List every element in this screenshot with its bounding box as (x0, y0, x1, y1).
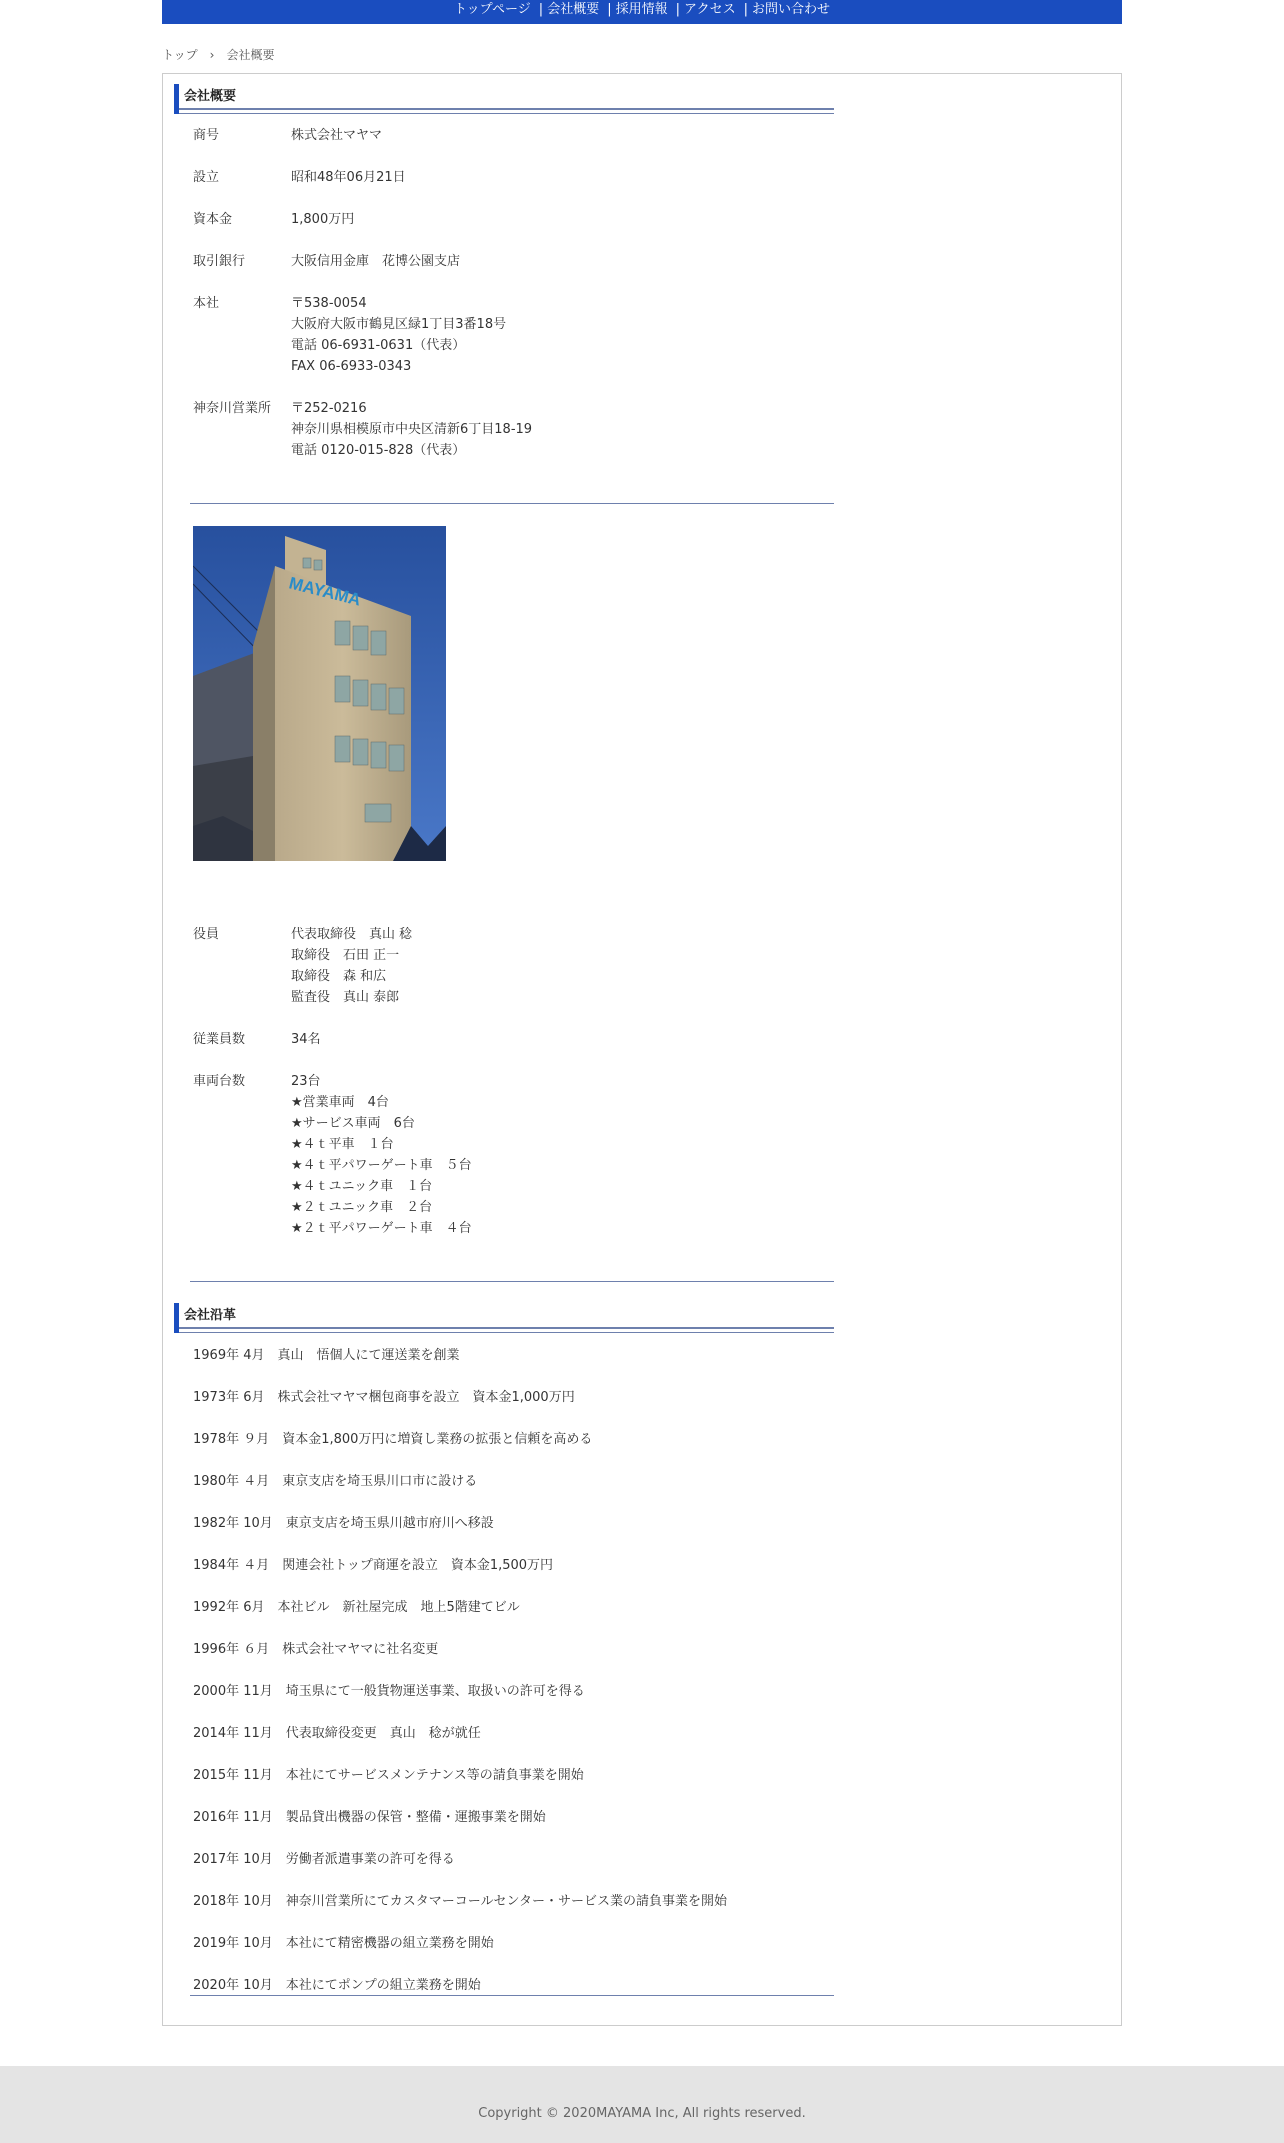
history-item: 1980年 ４月 東京支店を埼玉県川口市に設ける (193, 1474, 478, 1489)
info-label: 神奈川営業所 (193, 401, 272, 416)
nav-separator: | (675, 2, 680, 17)
history-item: 1982年 10月 東京支店を埼玉県川越市府川へ移設 (193, 1516, 494, 1531)
info-label: 取引銀行 (193, 254, 246, 269)
history-item: 2016年 11月 製品貸出機器の保管・整備・運搬事業を開始 (193, 1810, 546, 1825)
info-value-line: 電話 06-6931-0631（代表） (291, 338, 466, 353)
info-value (291, 1071, 833, 1239)
nav-separator: | (607, 2, 612, 17)
history-item: 1996年 ６月 株式会社マヤマに社名変更 (193, 1642, 439, 1657)
info-value-line: ★４ｔ平車 １台 (291, 1137, 394, 1152)
info-label: 資本金 (193, 212, 233, 227)
info-value-line: 1,800万円 (291, 212, 355, 227)
info-value (291, 251, 833, 272)
history-item: 1984年 ４月 関連会社トップ商運を設立 資本金1,500万円 (193, 1558, 554, 1573)
info-row (193, 125, 833, 146)
breadcrumb-current: 会社概要 (226, 48, 275, 62)
info-value-line: ★２ｔユニック車 ２台 (291, 1200, 433, 1215)
info-value-line: 取締役 森 和広 (291, 969, 387, 984)
info-value-line: 神奈川県相模原市中央区清新6丁目18-19 (291, 422, 533, 437)
breadcrumb-home-link[interactable]: トップ (162, 48, 198, 62)
nav-link-contact[interactable]: お問い合わせ (752, 2, 831, 17)
info-value (291, 924, 833, 1008)
nav-separator: | (743, 2, 749, 17)
info-value-line: 代表取締役 真山 稔 (291, 927, 413, 942)
history-item: 1969年 4月 真山 悟個人にて運送業を創業 (193, 1348, 460, 1363)
overview-table-2 (193, 924, 833, 1260)
footer (0, 2066, 1284, 2143)
info-value (291, 293, 833, 377)
info-value (291, 209, 833, 230)
info-value-line: 大阪府大阪市鶴見区緑1丁目3番18号 (291, 317, 507, 332)
info-label: 商号 (193, 128, 220, 143)
info-value-line: ★営業車両 4台 (291, 1095, 389, 1110)
info-row (193, 1029, 833, 1050)
info-value-line: 取締役 石田 正一 (291, 948, 400, 963)
info-value (291, 1029, 833, 1050)
nav-link-company[interactable]: 会社概要 (547, 2, 600, 17)
history-item: 2015年 11月 本社にてサービスメンテナンス等の請負事業を開始 (193, 1768, 584, 1783)
info-label: 役員 (193, 927, 220, 942)
info-value-line: 大阪信用金庫 花博公園支店 (291, 254, 461, 269)
info-value-line: 電話 0120-015-828（代表） (291, 443, 466, 458)
info-value-line: 〒538-0054 (291, 296, 367, 311)
history-item: 2018年 10月 神奈川営業所にてカスタマーコールセンター・サービス業の請負事業を開始 (193, 1894, 727, 1909)
info-row (193, 167, 833, 188)
info-value (291, 398, 833, 461)
info-label: 設立 (193, 170, 220, 185)
history-item: 2014年 11月 代表取締役変更 真山 稔が就任 (193, 1726, 481, 1741)
main-content (162, 73, 1122, 2026)
info-row (193, 293, 833, 377)
history-item: 2019年 10月 本社にて精密機器の組立業務を開始 (193, 1936, 494, 1951)
info-row (193, 398, 833, 461)
section-title-overview: 会社概要 (174, 84, 834, 114)
info-value (291, 125, 833, 146)
history-item: 1973年 6月 株式会社マヤマ梱包商事を設立 資本金1,000万円 (193, 1390, 575, 1405)
info-label: 従業員数 (193, 1032, 246, 1047)
history-item: 2017年 10月 労働者派遣事業の許可を得る (193, 1852, 455, 1867)
info-value-line: 監査役 真山 泰郎 (291, 990, 400, 1005)
nav-separator: | (538, 2, 544, 17)
info-value-line: 昭和48年06月21日 (291, 170, 406, 185)
info-row (193, 251, 833, 272)
info-value-line: ★２ｔ平パワーゲート車 ４台 (291, 1221, 472, 1236)
info-value-line: 〒252-0216 (291, 401, 367, 416)
history-list (193, 1345, 833, 2017)
info-row (193, 209, 833, 230)
info-value-line: 34名 (291, 1032, 321, 1047)
breadcrumb (162, 46, 274, 63)
nav-link-access[interactable]: アクセス (684, 2, 736, 17)
info-value (291, 167, 833, 188)
divider (190, 503, 834, 504)
nav-link-recruit[interactable]: 採用情報 (615, 2, 668, 17)
history-item: 1978年 ９月 資本金1,800万円に増資し業務の拡張と信頼を高める (193, 1432, 593, 1447)
divider (190, 1995, 834, 1996)
history-item: 2020年 10月 本社にてポンプの組立業務を開始 (193, 1978, 481, 1993)
breadcrumb-arrow: › (209, 48, 215, 62)
building-sign: MAYAMA (287, 573, 363, 610)
copyright-text: Copyright © 2020MAYAMA Inc, All rights reserved. (478, 2106, 806, 2121)
top-nav-bar (162, 0, 1122, 24)
info-label: 車両台数 (193, 1074, 246, 1089)
info-value-line: 23台 (291, 1074, 321, 1089)
info-value-line: ★４ｔユニック車 １台 (291, 1179, 433, 1194)
info-row (193, 924, 833, 1008)
info-value-line: 株式会社マヤマ (291, 128, 383, 143)
section-title-history: 会社沿革 (174, 1303, 834, 1333)
history-item: 2000年 11月 埼玉県にて一般貨物運送事業、取扱いの許可を得る (193, 1684, 585, 1699)
history-item: 1992年 6月 本社ビル 新社屋完成 地上5階建てビル (193, 1600, 520, 1615)
building-illustration (193, 526, 446, 861)
company-building-photo (193, 526, 446, 861)
info-row (193, 1071, 833, 1239)
divider (190, 1281, 834, 1282)
info-label: 本社 (193, 296, 220, 311)
info-value-line: ★サービス車両 6台 (291, 1116, 415, 1131)
info-value-line: ★４ｔ平パワーゲート車 ５台 (291, 1158, 472, 1173)
nav-link-top[interactable]: トップページ (453, 2, 531, 17)
overview-table (193, 125, 833, 482)
info-value-line: FAX 06-6933-0343 (291, 359, 412, 374)
